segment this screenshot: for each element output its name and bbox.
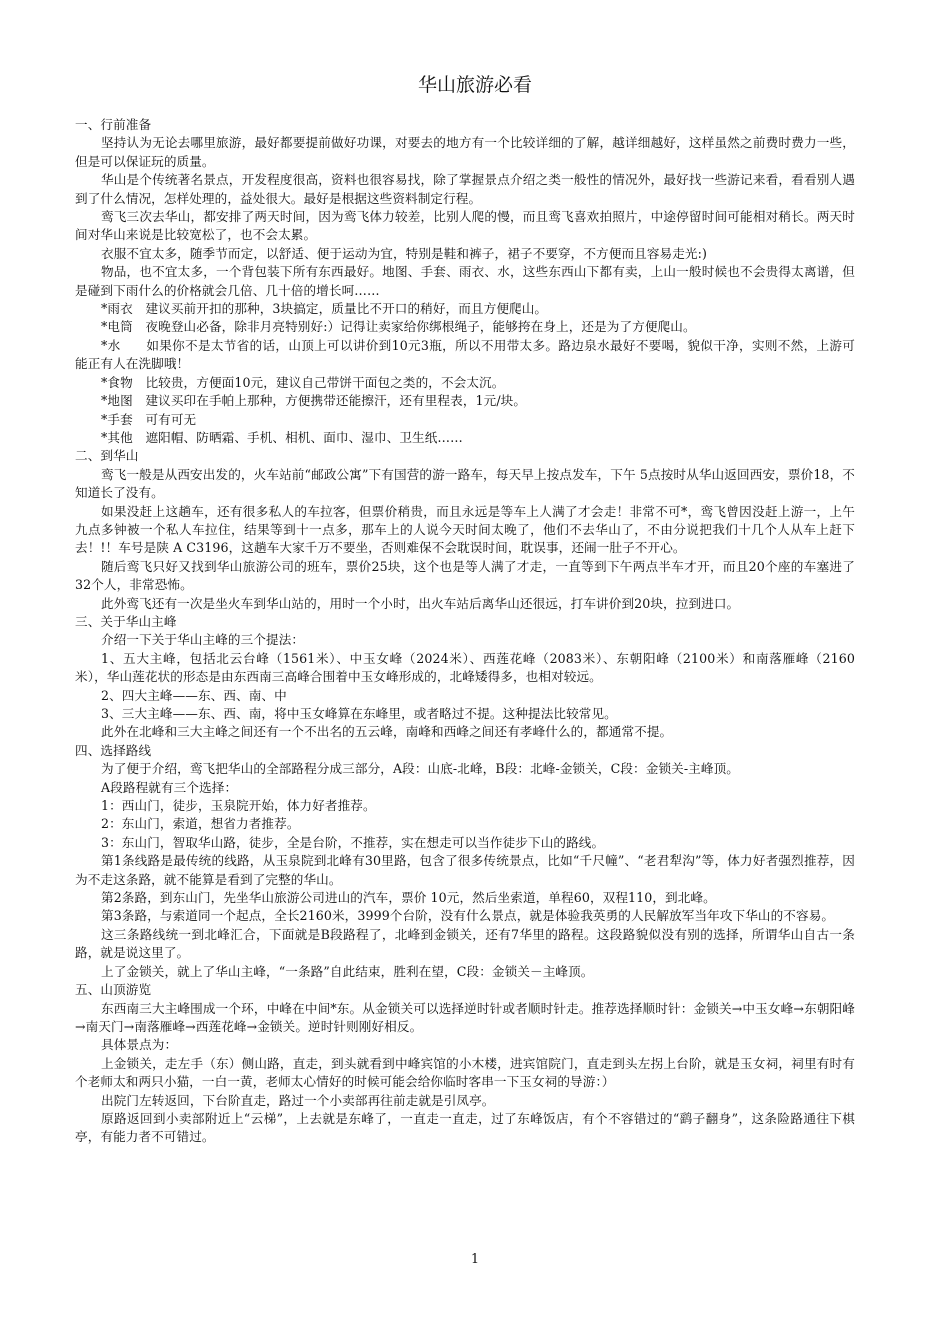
paragraph: *手套 可有可无 (101, 411, 197, 427)
paragraph: 坚持认为无论去哪里旅游，最好都要提前做好功课，对要去的地方有一个比较详细的了解，越详细越好，这样虽然之前费时费力一些，但是可以保证玩的质量。 (75, 135, 855, 169)
paragraph: 上了金锁关，就上了华山主峰，“一条路”自此结束，胜利在望，C段：金锁关－主峰顶。 (101, 963, 594, 979)
section-heading: 五、山顶游览 (75, 982, 152, 998)
paragraph: 2、四大主峰——东、西、南、中 (101, 687, 287, 703)
paragraph: 此外鸾飞还有一次是坐火车到华山站的，用时一个小时，出火车站后离华山还很远，打车讲价到20块，拉到进口。 (101, 595, 740, 611)
paragraph: 物品，也不宜太多，一个背包装下所有东西最好。地图、手套、雨衣、水，这些东西山下都有卖，上山一般时候也不会贵得太离谱，但是碰到下雨什么的价格就会几倍、几十倍的增长呵…… (75, 264, 855, 298)
paragraph: *水 如果你不是太节省的话，山顶上可以讲价到10元3瓶，所以不用带太多。路边泉水最好不要喝，貌似干净，实则不然，上游可能正有人在洗脚哦！ (75, 337, 855, 372)
paragraph: 随后鸾飞只好又找到华山旅游公司的班车，票价25块，这个也是等人满了才走，一直等到下午两点半车才开，而且20个座的车塞进了32个人，非常恐怖。 (75, 558, 855, 593)
page-number: 1 (470, 1251, 479, 1266)
section-heading: 一、行前准备 (75, 117, 152, 132)
paragraph: 3：东山门，智取华山路，徒步，全是台阶，不推荐，实在想走可以当作徒步下山的路线。 (101, 834, 605, 850)
paragraph: 鸾飞三次去华山，都安排了两天时间，因为鸾飞体力较差，比别人爬的慢，而且鸾飞喜欢拍照片，中途停留时间可能相对稍长。两天时间对华山来说是比较宽松了，也不会太累。 (75, 209, 855, 243)
page-title: 华山旅游必看 (417, 74, 532, 96)
section-heading: 四、选择路线 (75, 742, 152, 758)
paragraph: 这三条路线统一到北峰汇合，下面就是B段路程了，北峰到金锁关，还有7华里的路程。这段路貌似没有别的选择，所谓华山自古一条路，就是说这里了。 (75, 926, 855, 961)
paragraph: 1：西山门，徒步，玉泉院开始，体力好者推荐。 (101, 798, 376, 814)
paragraph: *其他 遮阳帽、防晒霜、手机、相机、面巾、湿巾、卫生纸…… (101, 429, 463, 445)
paragraph: 东西南三大主峰围成一个环，中峰在中间*东。从金锁关可以选择逆时针或者顺时针走。推荐选择顺时针：金锁关→中玉女峰→东朝阳峰→南天门→南落雁峰→西莲花峰→金锁关。逆时针则刚好相反。 (75, 1000, 855, 1034)
paragraph: 第1条线路是最传统的线路，从玉泉院到北峰有30里路，包含了很多传统景点，比如“千尺幢”、“老君犁沟”等，体力好者强烈推荐，因为不走这条路，就不能算是看到了完整的华山。 (75, 853, 855, 887)
section-heading: 二、到华山 (75, 448, 139, 464)
paragraph: 鸾飞一般是从西安出发的，火车站前“邮政公寓”下有国营的游一路车，每天早上按点发车，下午 5点按时从华山返回西安，票价18，不知道长了没有。 (75, 466, 855, 501)
paragraph: *地图 建议买印在手帕上那种，方便携带还能擦汗，还有里程表，1元/块。 (101, 393, 527, 409)
paragraph: A段路程就有三个选择： (101, 779, 238, 795)
paragraph: 2：东山门，索道，想省力者推荐。 (101, 816, 300, 832)
document-body (75, 116, 855, 1147)
paragraph: 华山是个传统著名景点，开发程度很高，资料也很容易找，除了掌握景点介绍之类一般性的情况外，最好找一些游记来看，看看别人遇到了什么情况，怎样处理的，益处很大。最好是根据这些资料制定行程。 (75, 172, 855, 206)
paragraph: 此外在北峰和三大主峰之间还有一个不出名的五云峰，南峰和西峰之间还有孝峰什么的，都通常不提。 (101, 724, 673, 740)
paragraph: 出院门左转返回，下台阶直走，路过一个小卖部再往前走就是引凤亭。 (101, 1092, 495, 1108)
paragraph: *食物 比较贵，方便面10元，建议自己带饼干面包之类的，不会太沉。 (101, 374, 505, 390)
paragraph: 原路返回到小卖部附近上“云梯”，上去就是东峰了，一直走一直走，过了东峰饭店，有个不容错过的“鹞子翻身”，这条险路通往下棋亭，有能力者不可错过。 (75, 1110, 855, 1145)
paragraph: 1、五大主峰，包括北云台峰（1561米）、中玉女峰（2024米）、西莲花峰（2083米）、东朝阳峰（2100米）和南落雁峰（2160米），华山莲花状的形态是由东西南三高峰合围着中玉女峰形成的，北峰矮得多，也相对较远。 (75, 650, 855, 685)
paragraph: 第3条路，与索道同一个起点，全长2160米，3999个台阶，没有什么景点，就是体验我英勇的人民解放军当年攻下华山的不容易。 (101, 908, 835, 924)
paragraph: 3、三大主峰——东、西、南，将中玉女峰算在东峰里，或者略过不提。这种提法比较常见。 (101, 706, 617, 721)
paragraph: 上金锁关，走左手（东）侧山路，直走，到头就看到中峰宾馆的小木楼，进宾馆院门，直走到头左拐上台阶，就是玉女祠，祠里有时有个老师太和两只小猫，一白一黄，老师太心情好的时候可能会给你临时客串一下玉女祠的导游：） (75, 1055, 855, 1090)
paragraph: 第2条路，到东山门，先坐华山旅游公司进山的汽车，票价 10元，然后坐索道，单程60，双程110，到北峰。 (101, 890, 716, 906)
paragraph: *电筒 夜晚登山必备，除非月亮特别好:）记得让卖家给你绑根绳子，能够挎在身上，还是为了方便爬山。 (101, 319, 696, 335)
paragraph: 具体景点为： (101, 1037, 178, 1053)
paragraph: *雨衣 建议买前开扣的那种，3块搞定，质量比不开口的稍好，而且方便爬山。 (101, 301, 548, 317)
section-heading: 三、关于华山主峰 (75, 613, 177, 629)
paragraph: 为了便于介绍，鸾飞把华山的全部路程分成三部分，A段：山底-北峰，B段：北峰-金锁关，C段：金锁关-主峰顶。 (101, 761, 739, 777)
paragraph: 介绍一下关于华山主峰的三个提法： (101, 632, 305, 648)
paragraph: 如果没赶上这趟车，还有很多私人的车拉客，但票价稍贵，而且永远是等车上人满了才会走！非常不可*，鸾飞曾因没赶上游一，上午九点多钟被一个私人车拉住，结果等到十一点多，那车上的人说今天时间太晚了，他们不去华山了，不由分说把我们十几个人从车上赶下去！!！车号是陕 A C3196，这趟车大家千万不要坐，否则难保不会耽误时间，耽误事，还闹一肚子不开心。 (75, 503, 855, 556)
paragraph: 衣服不宜太多，随季节而定，以舒适、便于运动为宜，特别是鞋和裤子，裙子不要穿，不方便而且容易走光:) (101, 245, 707, 261)
